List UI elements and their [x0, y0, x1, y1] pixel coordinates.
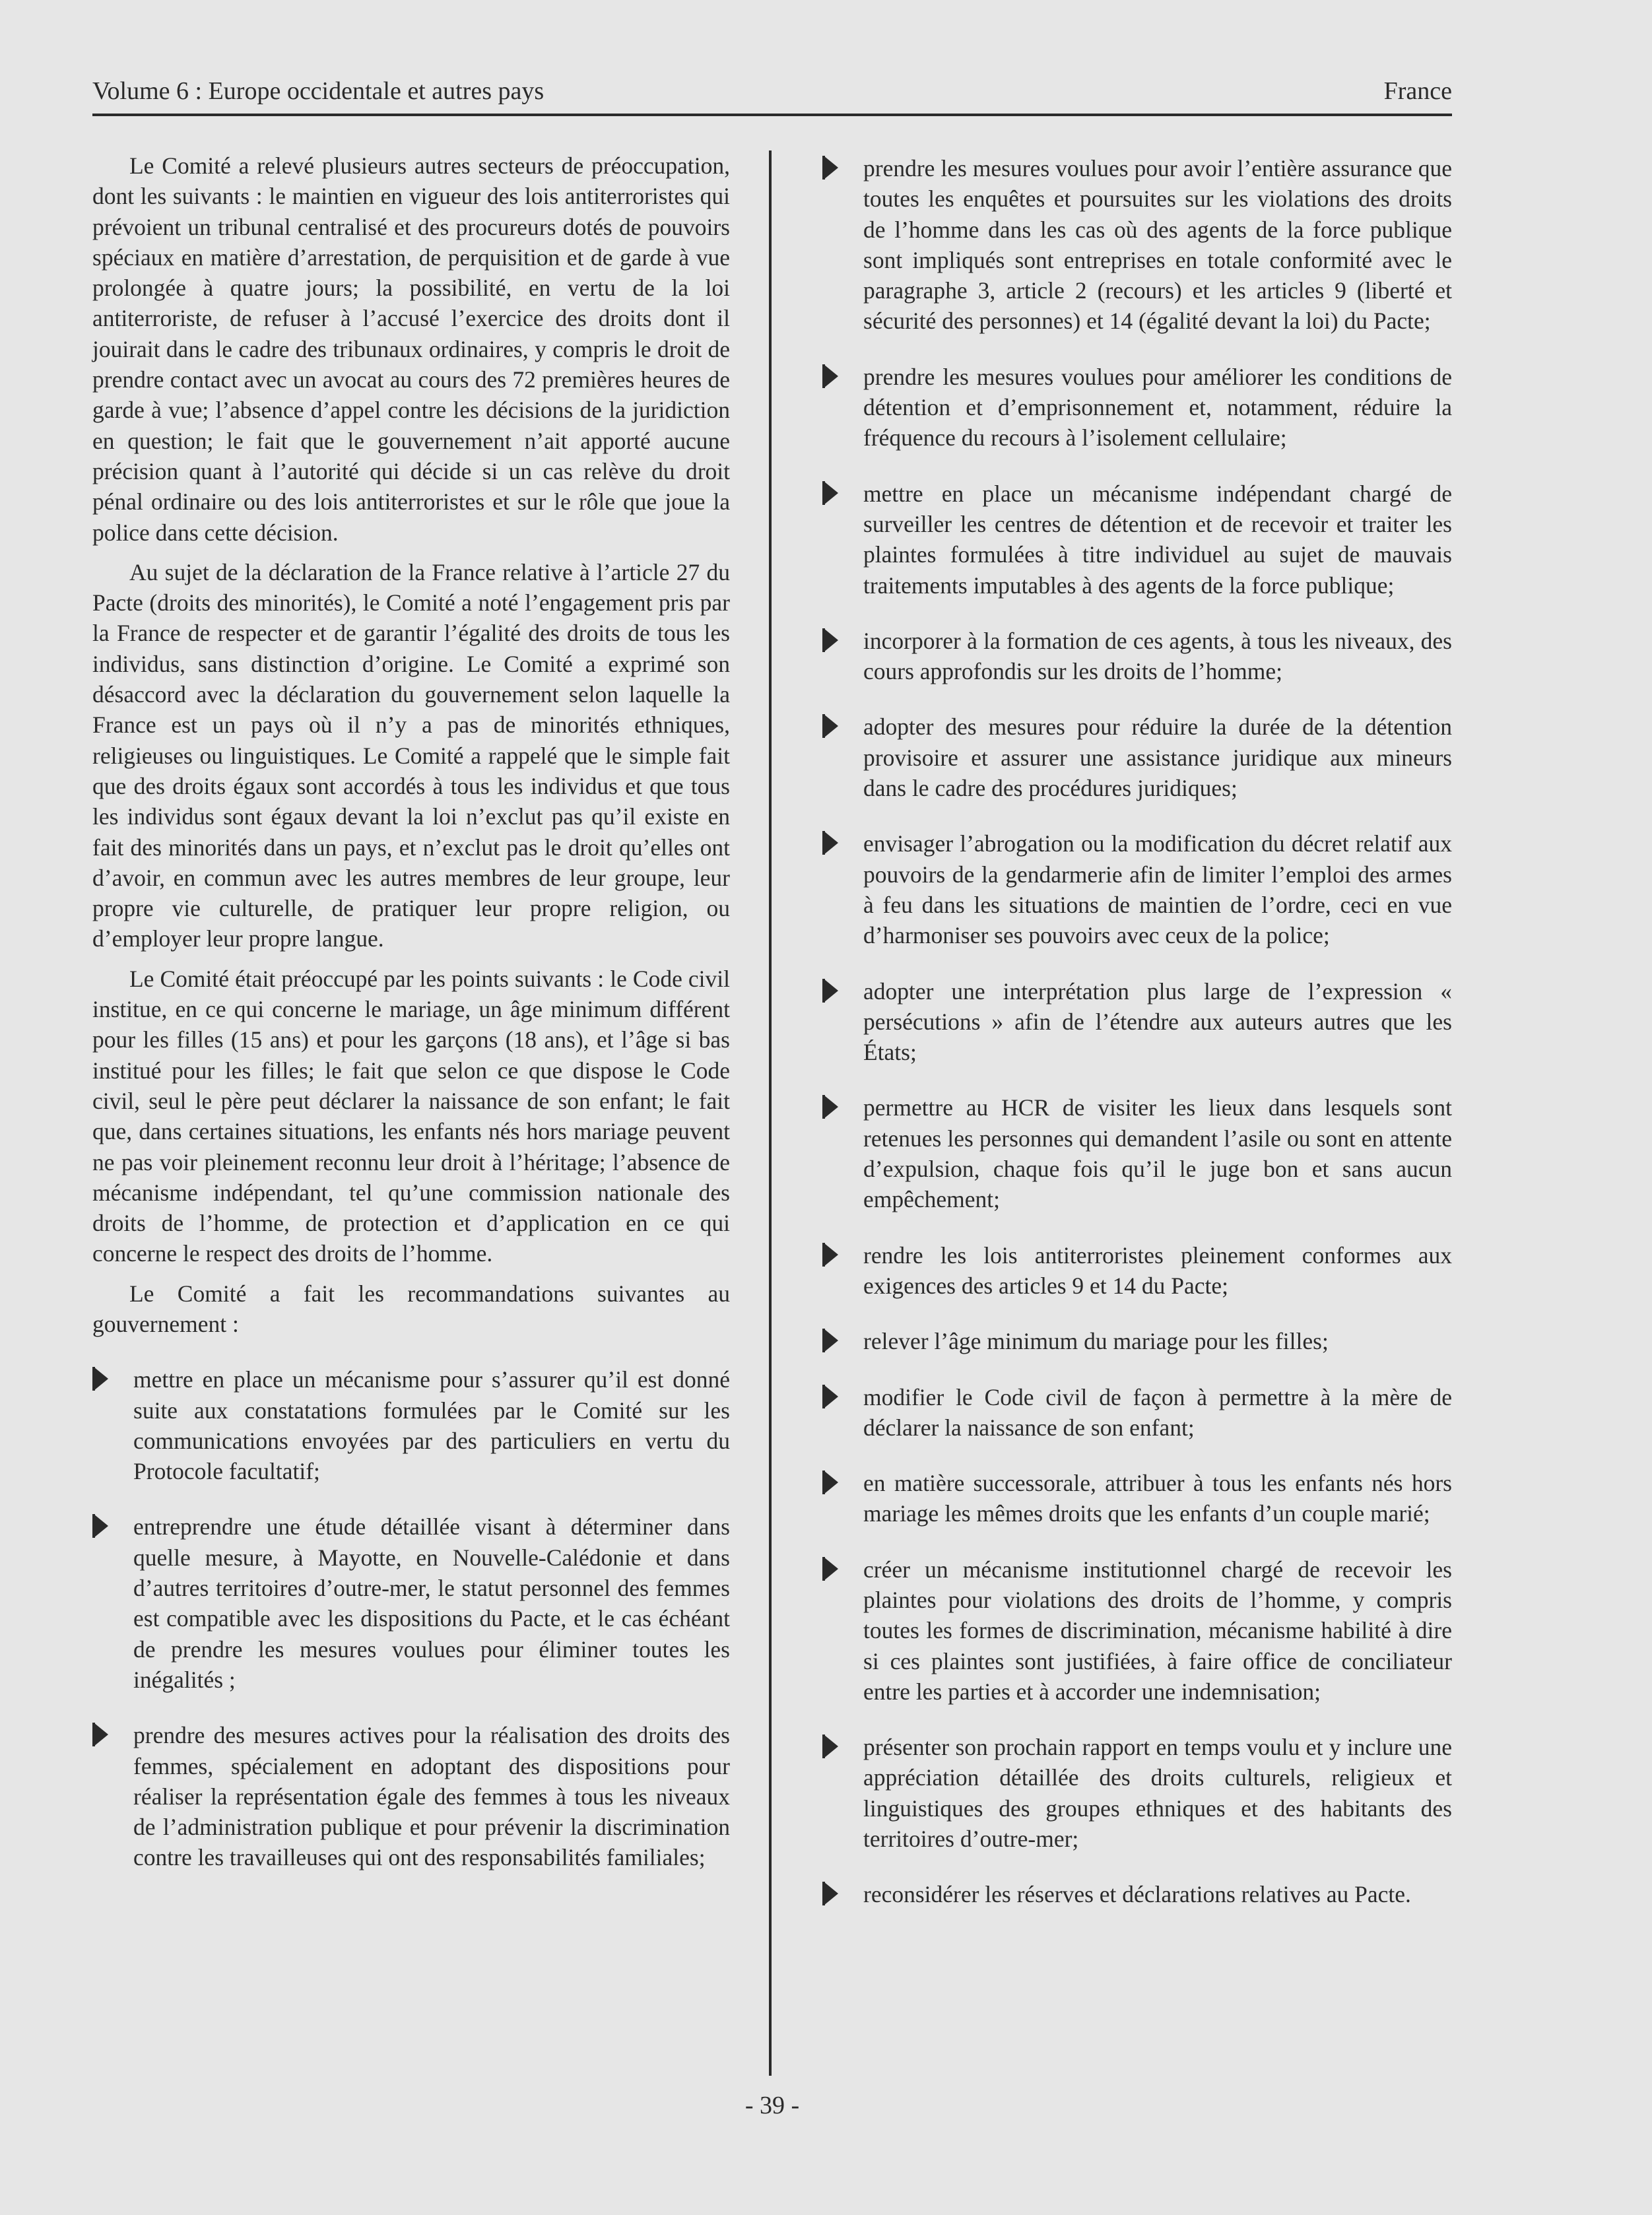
list-item-text: entreprendre une étude détaillée visant à déterminer dans quelle mesure, à Mayotte, en Nouvelle-Calédonie et dans d’autres territoires d’outre-mer, le statut personnel des femmes est compatible avec les dispositions du Pacte, et le cas échéant de prendre les mesures voulues pour éliminer toutes les inégalités ;	[133, 1513, 730, 1693]
column-divider	[769, 150, 772, 2076]
list-item-text: relever l’âge minimum du mariage pour les filles;	[863, 1328, 1329, 1355]
arrow-bullet-icon	[824, 1735, 838, 1758]
list-item	[822, 1240, 1452, 1302]
arrow-bullet-icon	[824, 481, 838, 505]
paragraph: Le Comité a relevé plusieurs autres secteurs de préoccupation, dont les suivants : le maintien en vigueur des lois antiterroristes qui prévoient un tribunal centralisé et des procureurs dotés de pouvoirs spéciaux en matière d’arrestation, de perquisition et de garde à vue prolongée à quatre jours; la possibilité, en vertu de la loi antiterroriste, de refuser à l’accusé l’exercice des droits dont il jouirait dans le cadre des tribunaux ordinaires, y compris le droit de prendre contact avec un avocat au cours des 72 premières heures de garde à vue; l’absence d’appel contre les décisions de la juridiction en question; le fait que le gouvernement n’ait apporté aucune précision quant à l’autorité qui décide si un cas relève du droit pénal ordinaire ou des lois antiterroristes et sur le rôle que joue la police dans cette décision.	[92, 152, 730, 546]
arrow-bullet-icon	[94, 1514, 108, 1538]
arrow-bullet-icon	[824, 156, 838, 180]
header-rule	[92, 114, 1452, 116]
list-item	[822, 711, 1452, 803]
list-item-text: modifier le Code civil de façon à permettre à la mère de déclarer la naissance de son enfant;	[863, 1383, 1452, 1441]
list-item	[822, 1732, 1452, 1854]
list-item	[822, 976, 1452, 1068]
arrow-bullet-icon	[824, 1471, 838, 1494]
list-item	[92, 1720, 730, 1872]
list-item-text: adopter des mesures pour réduire la durée de la détention provisoire et assurer une assistance juridique aux mineurs dans le cadre des procédures juridiques;	[863, 713, 1452, 802]
paragraph: Au sujet de la déclaration de la France relative à l’article 27 du Pacte (droits des minorités), le Comité a noté l’engagement pris par la France de respecter et de garantir l’égalité des droits de tous les individus, sans distinction d’origine. Le Comité a exprimé son désaccord avec la déclaration du gouvernement selon laquelle la France est un pays où il n’y a pas de minorités ethniques, religieuses ou linguistiques. Le Comité a rappelé que le simple fait que des droits égaux sont accordés à tous les individus et que tous les individus sont égaux devant la loi n’exclut pas qu’il existe en fait des minorités dans un pays, et n’exclut pas le droit qu’elles ont d’avoir, en commun avec les autres membres de leur groupe, leur propre vie culturelle, de pratiquer leur propre religion, ou d’employer leur propre langue.	[92, 558, 730, 952]
arrow-bullet-icon	[824, 1095, 838, 1119]
list-item	[822, 1326, 1452, 1356]
right-column	[822, 150, 1452, 1935]
arrow-bullet-icon	[824, 1385, 838, 1408]
recommendation-list	[822, 153, 1452, 1910]
arrow-bullet-icon	[94, 1723, 108, 1746]
list-item-text: reconsidérer les réserves et déclarations relatives au Pacte.	[863, 1881, 1411, 1908]
list-item-text: incorporer à la formation de ces agents, à tous les niveaux, des cours approfondis sur les droits de l’homme;	[863, 627, 1452, 685]
arrow-bullet-icon	[824, 714, 838, 738]
paragraph: Le Comité était préoccupé par les points suivants : le Code civil institue, en ce qui concerne le mariage, un âge minimum différent pour les filles (15 ans) et pour les garçons (18 ans), et l’âge si bas institué pour les filles; le fait que selon ce que dispose le Code civil, seul le père peut déclarer la naissance de son enfant; le fait que, dans certaines situations, les enfants nés hors mariage peuvent ne pas voir pleinement reconnu leur droit à l’héritage; l’absence de mécanisme indépendant, tel qu’une commission nationale des droits de l’homme, de protection et d’application en ce qui concerne le respect des droits de l’homme.	[92, 965, 730, 1267]
arrow-bullet-icon	[824, 1882, 838, 1905]
list-item-text: mettre en place un mécanisme indépendant chargé de surveiller les centres de détention et de recevoir et traiter les plaintes formulées à titre individuel au sujet de mauvais traitements imputables à des agents de la force publique;	[863, 480, 1452, 599]
list-item	[822, 1468, 1452, 1529]
list-item	[822, 479, 1452, 601]
list-item	[822, 828, 1452, 950]
list-item-text: prendre les mesures voulues pour améliorer les conditions de détention et d’emprisonnement et, notamment, réduire la fréquence du recours à l’isolement cellulaire;	[863, 363, 1452, 451]
list-item	[822, 362, 1452, 453]
arrow-bullet-icon	[824, 1557, 838, 1581]
list-item	[822, 1554, 1452, 1707]
list-item-text: créer un mécanisme institutionnel chargé de recevoir les plaintes pour violations des droits de l’homme, y compris toutes les formes de discrimination, mécanisme habilité à dire si ces plaintes sont justifiées, à faire office de conciliateur entre les parties et à accorder une indemnisation;	[863, 1556, 1452, 1705]
left-column	[92, 150, 730, 1898]
arrow-bullet-icon	[824, 1243, 838, 1267]
arrow-bullet-icon	[824, 364, 838, 388]
arrow-bullet-icon	[824, 1329, 838, 1352]
list-item-text: mettre en place un mécanisme pour s’assurer qu’il est donné suite aux constatations formulées par le Comité sur les communications envoyées par des particuliers en vertu du Protocole facultatif;	[133, 1366, 730, 1485]
list-item-text: permettre au HCR de visiter les lieux dans lesquels sont retenues les personnes qui demandent l’asile ou sont en attente d’expulsion, chaque fois qu’il le juge bon et sans aucun empêchement;	[863, 1094, 1452, 1213]
page-number: - 39 -	[744, 2092, 800, 2119]
list-item	[822, 1092, 1452, 1214]
arrow-bullet-icon	[94, 1367, 108, 1391]
list-item	[822, 1879, 1452, 1909]
header-country: France	[1383, 77, 1452, 105]
recommendation-list	[92, 1364, 730, 1872]
arrow-bullet-icon	[824, 831, 838, 855]
arrow-bullet-icon	[824, 628, 838, 652]
list-item	[822, 153, 1452, 337]
list-item-text: envisager l’abrogation ou la modification du décret relatif aux pouvoirs de la gendarmerie afin de limiter l’emploi des armes à feu dans les situations de maintien de l’ordre, ceci en vue d’harmoniser ses pouvoirs avec ceux de la police;	[863, 830, 1452, 949]
list-item	[92, 1364, 730, 1486]
list-item-text: rendre les lois antiterroristes pleinement conformes aux exigences des articles 9 et 14 du Pacte;	[863, 1241, 1452, 1299]
list-item	[92, 1511, 730, 1695]
list-item-text: prendre les mesures voulues pour avoir l’entière assurance que toutes les enquêtes et poursuites sur les violations des droits de l’homme dans les cas où des agents de la force publique sont impliqués sont entreprises en totale conformité avec le paragraphe 3, article 2 (recours) et les articles 9 (liberté et sécurité des personnes) et 14 (égalité devant la loi) du Pacte;	[863, 155, 1452, 335]
list-item	[822, 1382, 1452, 1443]
running-header	[92, 77, 1452, 106]
header-volume-title: Volume 6 : Europe occidentale et autres pays	[92, 77, 545, 105]
paragraph: Le Comité a fait les recommandations suivantes au gouvernement :	[92, 1280, 730, 1337]
list-item-text: en matière successorale, attribuer à tous les enfants nés hors mariage les mêmes droits que les enfants d’un couple marié;	[863, 1470, 1452, 1527]
list-item-text: prendre des mesures actives pour la réalisation des droits des femmes, spécialement en adoptant des dispositions pour réaliser la représentation égale des femmes à tous les niveaux de l’administration publique et pour prévenir la discrimination contre les travailleuses qui ont des responsabilités familiales;	[133, 1722, 730, 1871]
list-item-text: présenter son prochain rapport en temps voulu et y inclure une appréciation détaillée des droits culturels, religieux et linguistiques des groupes ethniques et des habitants des territoires d’outre-mer;	[863, 1734, 1452, 1853]
list-item	[822, 626, 1452, 687]
list-item-text: adopter une interprétation plus large de l’expression « persécutions » afin de l’étendre aux auteurs autres que les États;	[863, 977, 1452, 1066]
arrow-bullet-icon	[824, 979, 838, 1003]
